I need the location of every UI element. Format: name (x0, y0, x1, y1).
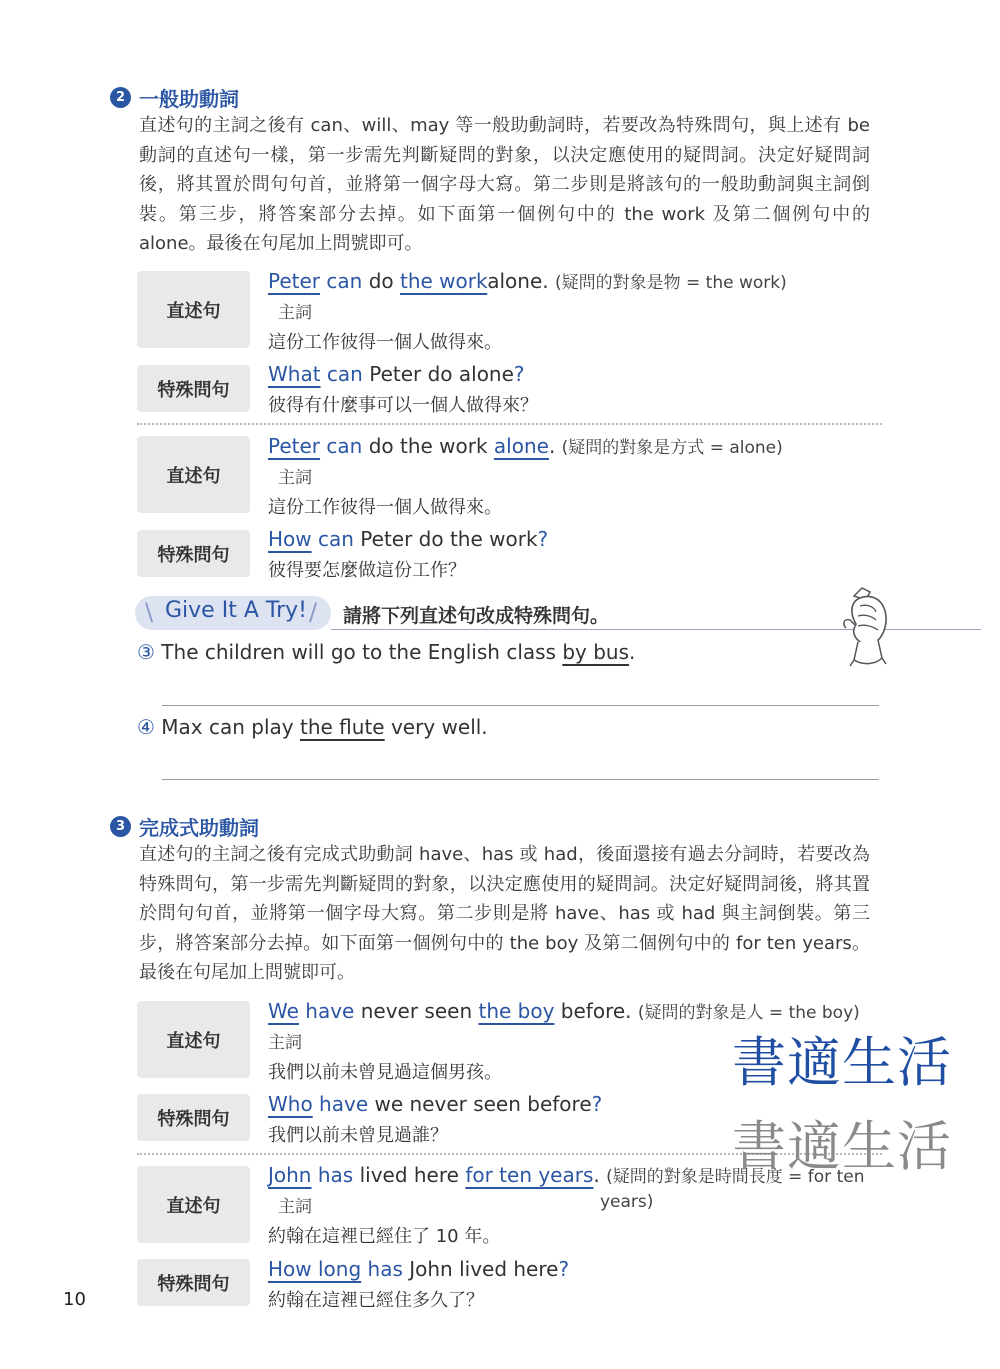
try-instruction: 請將下列直述句改成特殊問句。 (343, 605, 610, 627)
question-label: 特殊問句 (137, 1259, 250, 1306)
sentence-middle: do the work (368, 434, 488, 458)
try-title: Give It A Try! (165, 598, 307, 623)
dotted-divider (137, 423, 882, 425)
page-number: 10 (63, 1289, 86, 1310)
statement-label: 直述句 (137, 1166, 250, 1243)
sentence-middle: do (368, 269, 394, 293)
backslash-decoration: \ (145, 598, 154, 626)
question-mark: ? (591, 1092, 603, 1116)
question-mark: ? (513, 362, 525, 386)
statement-translation: 這份工作彼得一個人做得來。 (268, 332, 502, 353)
question-mark: ? (537, 527, 549, 551)
subject-word: Peter (268, 434, 321, 458)
watermark-gray: 書適生活 (732, 1115, 952, 1178)
question-label: 特殊問句 (137, 365, 250, 412)
exercise-item-4 (137, 715, 488, 739)
exercise-end: . (629, 640, 636, 664)
wh-word: How long (268, 1257, 362, 1281)
subject-word: John (268, 1163, 312, 1187)
answer-line-4[interactable] (162, 779, 879, 780)
sentence-middle: never seen (360, 999, 473, 1023)
subject-word: We (268, 999, 299, 1023)
section-2-paragraph: 直述句的主詞之後有 can、will、may 等一般助動詞時，若要改為特殊問句，與上述有 be 動詞的直述句一樣，第一步需先判斷疑問的對象，以決定應使用的疑問詞。決定好疑問詞後，將其置於問句句首，並將第一個字母大寫。第二步則是將該句的一般助動詞與主詞倒裝。第三步，將答案部分去掉。如下面第一個例句中的 the work 及第二個例句中的 alone。最後在句尾加上問號即可。 (139, 115, 870, 255)
subject-tag: 主詞 (268, 1033, 302, 1053)
exercise-end: very well. (390, 715, 488, 739)
subject-word: Peter (268, 269, 321, 293)
question-sentence (268, 1256, 569, 1282)
statement-label: 直述句 (137, 271, 250, 348)
question-translation: 彼得有什麼事可以一個人做得來？ (268, 395, 538, 416)
target-phrase: alone (493, 434, 549, 458)
question-sentence (268, 1091, 602, 1117)
question-sentence (268, 361, 525, 387)
aux-word: has (367, 1257, 403, 1281)
target-phrase: for ten years (465, 1163, 594, 1187)
question-rest: Peter do alone (369, 362, 514, 386)
sentence-end: alone. (487, 269, 549, 293)
watermark-blue: 書適生活 (732, 1031, 952, 1094)
target-note: (疑問的對象是人 = the boy) (637, 1003, 860, 1023)
answer-line-3[interactable] (162, 705, 879, 706)
hand-pen-icon (836, 584, 894, 670)
subject-tag: 主詞 (278, 1197, 312, 1217)
aux-word: can (326, 269, 363, 293)
item-number: ④ (137, 715, 155, 739)
exercise-item-3 (137, 640, 635, 664)
section-number-badge: 3 (110, 816, 131, 837)
question-translation: 約翰在這裡已經住多久了？ (268, 1290, 484, 1311)
aux-word: can (326, 362, 363, 386)
section-2-heading (110, 83, 239, 112)
exercise-target: the flute (300, 715, 385, 739)
sentence-end: . (593, 1163, 600, 1187)
subject-tag: 主詞 (278, 303, 312, 323)
statement-label: 直述句 (137, 436, 250, 513)
statement-translation: 我們以前未曾見過這個男孩。 (268, 1062, 502, 1083)
statement-sentence (268, 433, 783, 461)
exercise-target: by bus (562, 640, 630, 664)
section-3-paragraph: 直述句的主詞之後有完成式助動詞 have、has 或 had，後面還接有過去分詞時，若要改為特殊問句，第一步需先判斷疑問的對象，以決定應使用的疑問詞。決定好疑問詞後，將其置於問句句首，並將第一個字母大寫。第二步則是將 have、has 或 had 與主詞倒裝。第三步，將答案部分去掉。如下面第一個例句中的 the boy 及第二個例句中的 for ten years。最後在句尾加上問號即可。 (139, 844, 870, 984)
statement-sentence (268, 268, 787, 296)
target-phrase: the boy (478, 999, 555, 1023)
aux-word: can (326, 434, 363, 458)
target-note: (疑問的對象是物 = the work) (554, 273, 787, 293)
wh-word: What (268, 362, 321, 386)
wh-word: How (268, 527, 312, 551)
section-3-heading (110, 812, 259, 841)
question-sentence (268, 526, 548, 552)
item-number: ③ (137, 640, 155, 664)
slash-decoration: / (309, 598, 318, 626)
target-note: (疑問的對象是方式 = alone) (561, 438, 783, 458)
sentence-middle: lived here (359, 1163, 459, 1187)
question-label: 特殊問句 (137, 530, 250, 577)
target-note-continued: years) (600, 1192, 654, 1212)
section-title: 完成式助動詞 (139, 816, 259, 840)
question-translation: 彼得要怎麼做這份工作？ (268, 560, 466, 581)
question-mark: ? (558, 1257, 570, 1281)
question-label: 特殊問句 (137, 1094, 250, 1141)
statement-translation: 這份工作彼得一個人做得來。 (268, 497, 502, 518)
aux-word: have (319, 1092, 369, 1116)
question-rest: we never seen before (374, 1092, 592, 1116)
aux-word: has (317, 1163, 354, 1187)
target-note: (疑問的對象是時間長度 = for ten (606, 1167, 865, 1187)
wh-word: Who (268, 1092, 313, 1116)
question-rest: John lived here (409, 1257, 559, 1281)
aux-word: can (318, 527, 354, 551)
statement-translation: 約翰在這裡已經住了 10 年。 (268, 1226, 501, 1247)
sentence-end: before. (560, 999, 632, 1023)
exercise-text: The children will go to the English class (161, 640, 556, 664)
question-translation: 我們以前未曾見過誰？ (268, 1125, 448, 1146)
sentence-end: . (548, 434, 556, 458)
question-rest: Peter do the work (360, 527, 538, 551)
exercise-text: Max can play (161, 715, 294, 739)
target-phrase: the work (399, 269, 488, 293)
statement-label: 直述句 (137, 1001, 250, 1078)
subject-tag: 主詞 (278, 468, 312, 488)
section-title: 一般助動詞 (139, 87, 239, 111)
section-number-badge: 2 (110, 87, 131, 108)
aux-word: have (305, 999, 355, 1023)
